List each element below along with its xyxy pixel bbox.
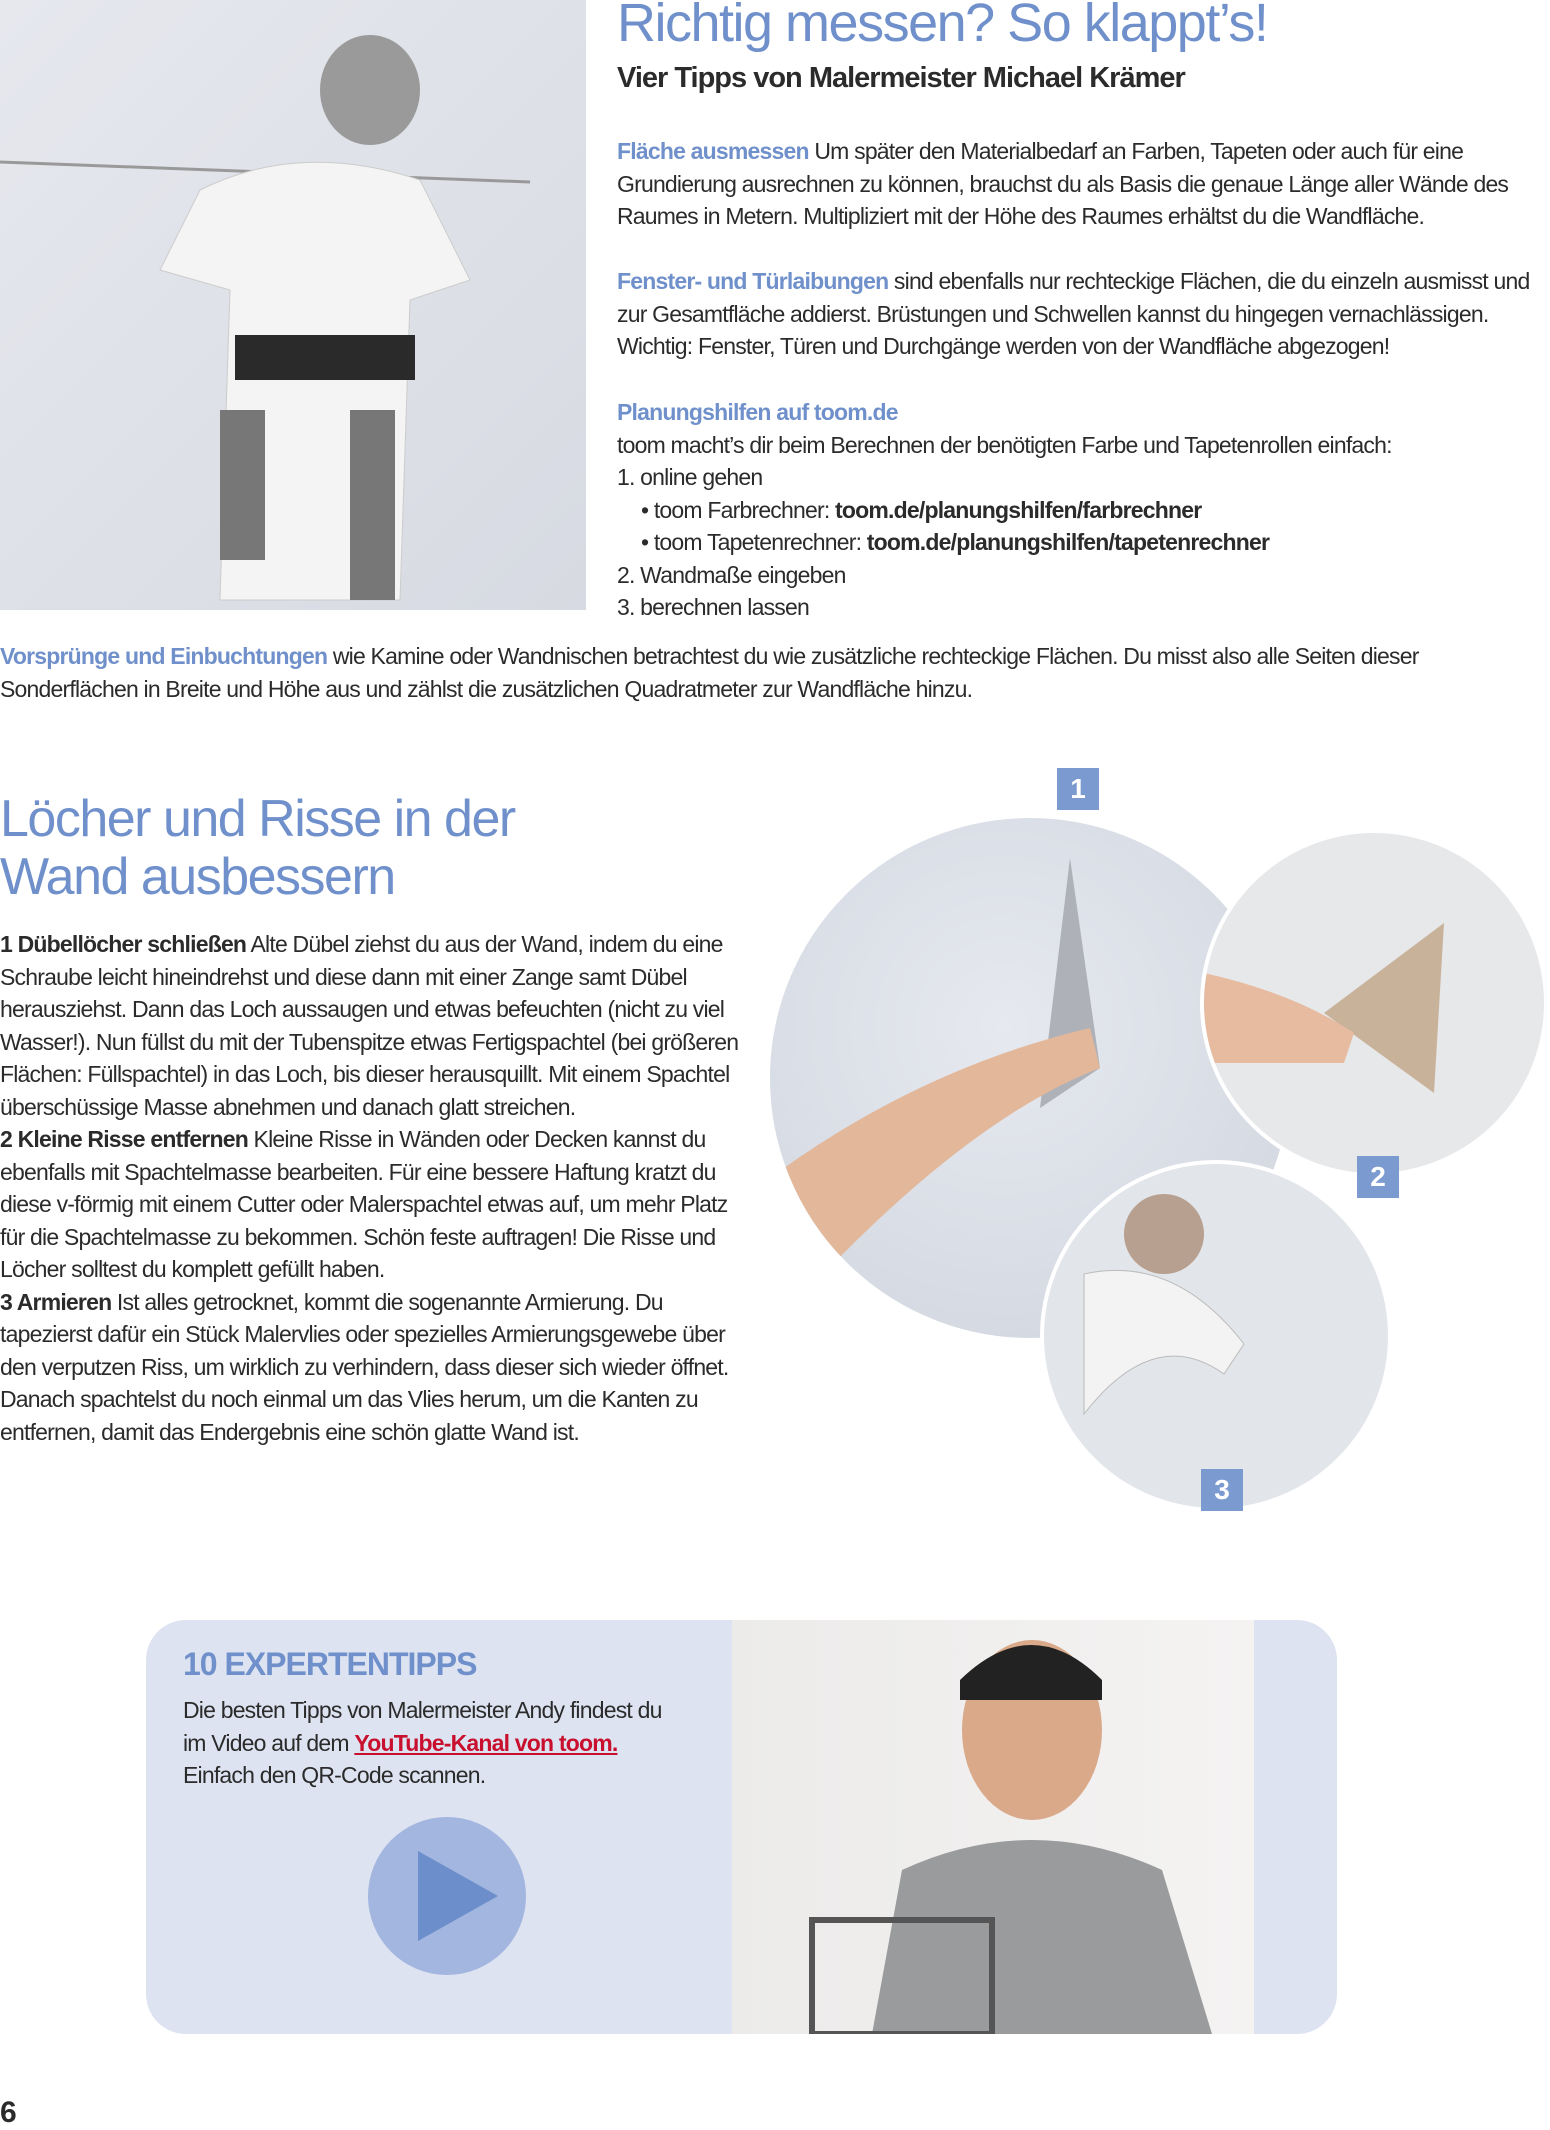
planning-section <box>617 396 1547 624</box>
farbrechner-link[interactable]: toom.de/planungshilfen/farbrechner <box>835 496 1202 523</box>
link-label: toom Farbrechner: <box>653 496 836 523</box>
step-lead: 1 Dübellöcher schließen <box>0 931 247 957</box>
step-badge-2: 2 <box>1357 1156 1399 1198</box>
step-badge-3: 3 <box>1201 1469 1243 1511</box>
tip-text: wie Kamine oder Wandnischen betrachtest du wie zusätzliche rechteckige Flächen. Du misst also alle Seiten dieser Sonderflächen in Breite und Höhe aus und zählst die zusätzlichen Quadratmeter zur Wandfläche hinzu. <box>0 643 1419 702</box>
andy-photo <box>732 1620 1254 2034</box>
step-text: Ist alles getrocknet, kommt die sogenannte Armierung. Du tapezierst dafür ein Stück Malervlies oder spezielles Armierungsgewebe über den verputzen Riss, um wirklich zu verhindern, dass dieser sich wieder öffnet. Danach spachtelst du noch einmal um das Vlies herum, um die Kanten zu entfernen, damit das Endergebnis eine schön glatte Wand ist. <box>0 1288 729 1445</box>
text-line: Die besten Tipps von Malermeister Andy findest du <box>183 1697 662 1723</box>
play-icon <box>368 1817 526 1975</box>
expert-tips-box <box>146 1620 1337 2034</box>
tip-lead: Fenster- und Türlaibungen <box>617 268 889 294</box>
repair-steps <box>0 928 750 1448</box>
repair-step <box>0 1123 750 1286</box>
painter-measuring-photo <box>0 0 586 610</box>
planning-intro: toom macht’s dir beim Berechnen der benötigten Farbe und Tapetenrollen einfach: <box>617 431 1392 458</box>
tip-reveals <box>617 265 1547 363</box>
step3-photo <box>1040 1160 1392 1512</box>
step2-photo <box>1200 829 1548 1177</box>
page-subtitle: Vier Tipps von Malermeister Michael Krämer <box>617 62 1185 94</box>
tip-text: sind ebenfalls nur rechteckige Flächen, die du einzeln ausmisst und zur Gesamtfläche addierst. Brüstungen und Schwellen kannst du hingegen vernachlässigen. Wichtig: Fenster, Türen und Durchgänge werden von der Wandfläche abgezogen! <box>617 268 1530 359</box>
tip-projections <box>0 640 1550 705</box>
planning-heading: Planungshilfen auf toom.de <box>617 399 898 425</box>
tip-text: Um später den Materialbedarf an Farben, Tapeten oder auch für eine Grundierung ausrechnen zu können, brauchst du als Basis die genaue Länge aller Wände des Raumes in Metern. Multipliziert mit der Höhe des Raumes erhältst du die Wandfläche. <box>617 138 1509 229</box>
text-line: im Video auf dem <box>183 1729 355 1756</box>
link-item: • toom Tapetenrechner: toom.de/planungshilfen/tapetenrechner <box>641 529 1270 555</box>
expert-title: 10 EXPERTENTIPPS <box>183 1646 477 1682</box>
heading-line: Wand ausbessern <box>0 848 395 906</box>
step-lead: 2 Kleine Risse entfernen <box>0 1126 248 1152</box>
page-title: Richtig messen? So klappt’s! <box>617 0 1268 53</box>
youtube-channel-link[interactable]: YouTube-Kanal von toom. <box>354 1729 618 1756</box>
expert-text <box>183 1694 723 1792</box>
planning-step: 1. online gehen <box>617 464 763 490</box>
step-badge-1: 1 <box>1057 768 1099 810</box>
step-text: Kleine Risse in Wänden oder Decken kannst du ebenfalls mit Spachtelmasse bearbeiten. Für eine bessere Haftung kratzt du diese v-förmig mit einem Cutter oder Malerspachtel etwas auf, um mehr Platz für die Spachtelmasse zu bekommen. Schön feste auftragen! Die Risse und Löcher solltest du komplett gefüllt haben. <box>0 1126 728 1282</box>
text-line: Einfach den QR-Code scannen. <box>183 1762 486 1788</box>
page-number: 6 <box>0 2096 17 2129</box>
planning-step: 2. Wandmaße eingeben <box>617 561 846 588</box>
tip-lead: Fläche ausmessen <box>617 138 809 164</box>
heading-line: Löcher und Risse in der <box>0 790 515 848</box>
tip-area <box>617 135 1547 233</box>
tapetenrechner-link[interactable]: toom.de/planungshilfen/tapetenrechner <box>866 529 1270 555</box>
link-label: toom Tapetenrechner: <box>653 529 867 555</box>
repair-step <box>0 1286 750 1449</box>
repair-heading <box>0 790 515 906</box>
tip-lead: Vorsprünge und Einbuchtungen <box>0 643 328 669</box>
play-button[interactable] <box>368 1817 526 1975</box>
planning-step: 3. berechnen lassen <box>617 594 809 620</box>
step-lead: 3 Armieren <box>0 1288 112 1315</box>
step-text: Alte Dübel ziehst du aus der Wand, indem du eine Schraube leicht hineindrehst und diese dann mit einer Zange samt Dübel herausziehst. Dann das Loch aussaugen und etwas befeuchten (nicht zu viel Wasser!). Nun füllst du mit der Tubenspitze etwas Fertigspachtel (bei größeren Flächen: Füllspachtel) in das Loch, bis dieser herausquillt. Mit einem Spachtel überschüssige Masse abnehmen und danach glatt streichen. <box>0 931 739 1120</box>
painter-illustration <box>0 0 586 610</box>
repair-step <box>0 928 750 1123</box>
link-item: • toom Farbrechner: toom.de/planungshilfen/farbrechner <box>641 496 1202 523</box>
